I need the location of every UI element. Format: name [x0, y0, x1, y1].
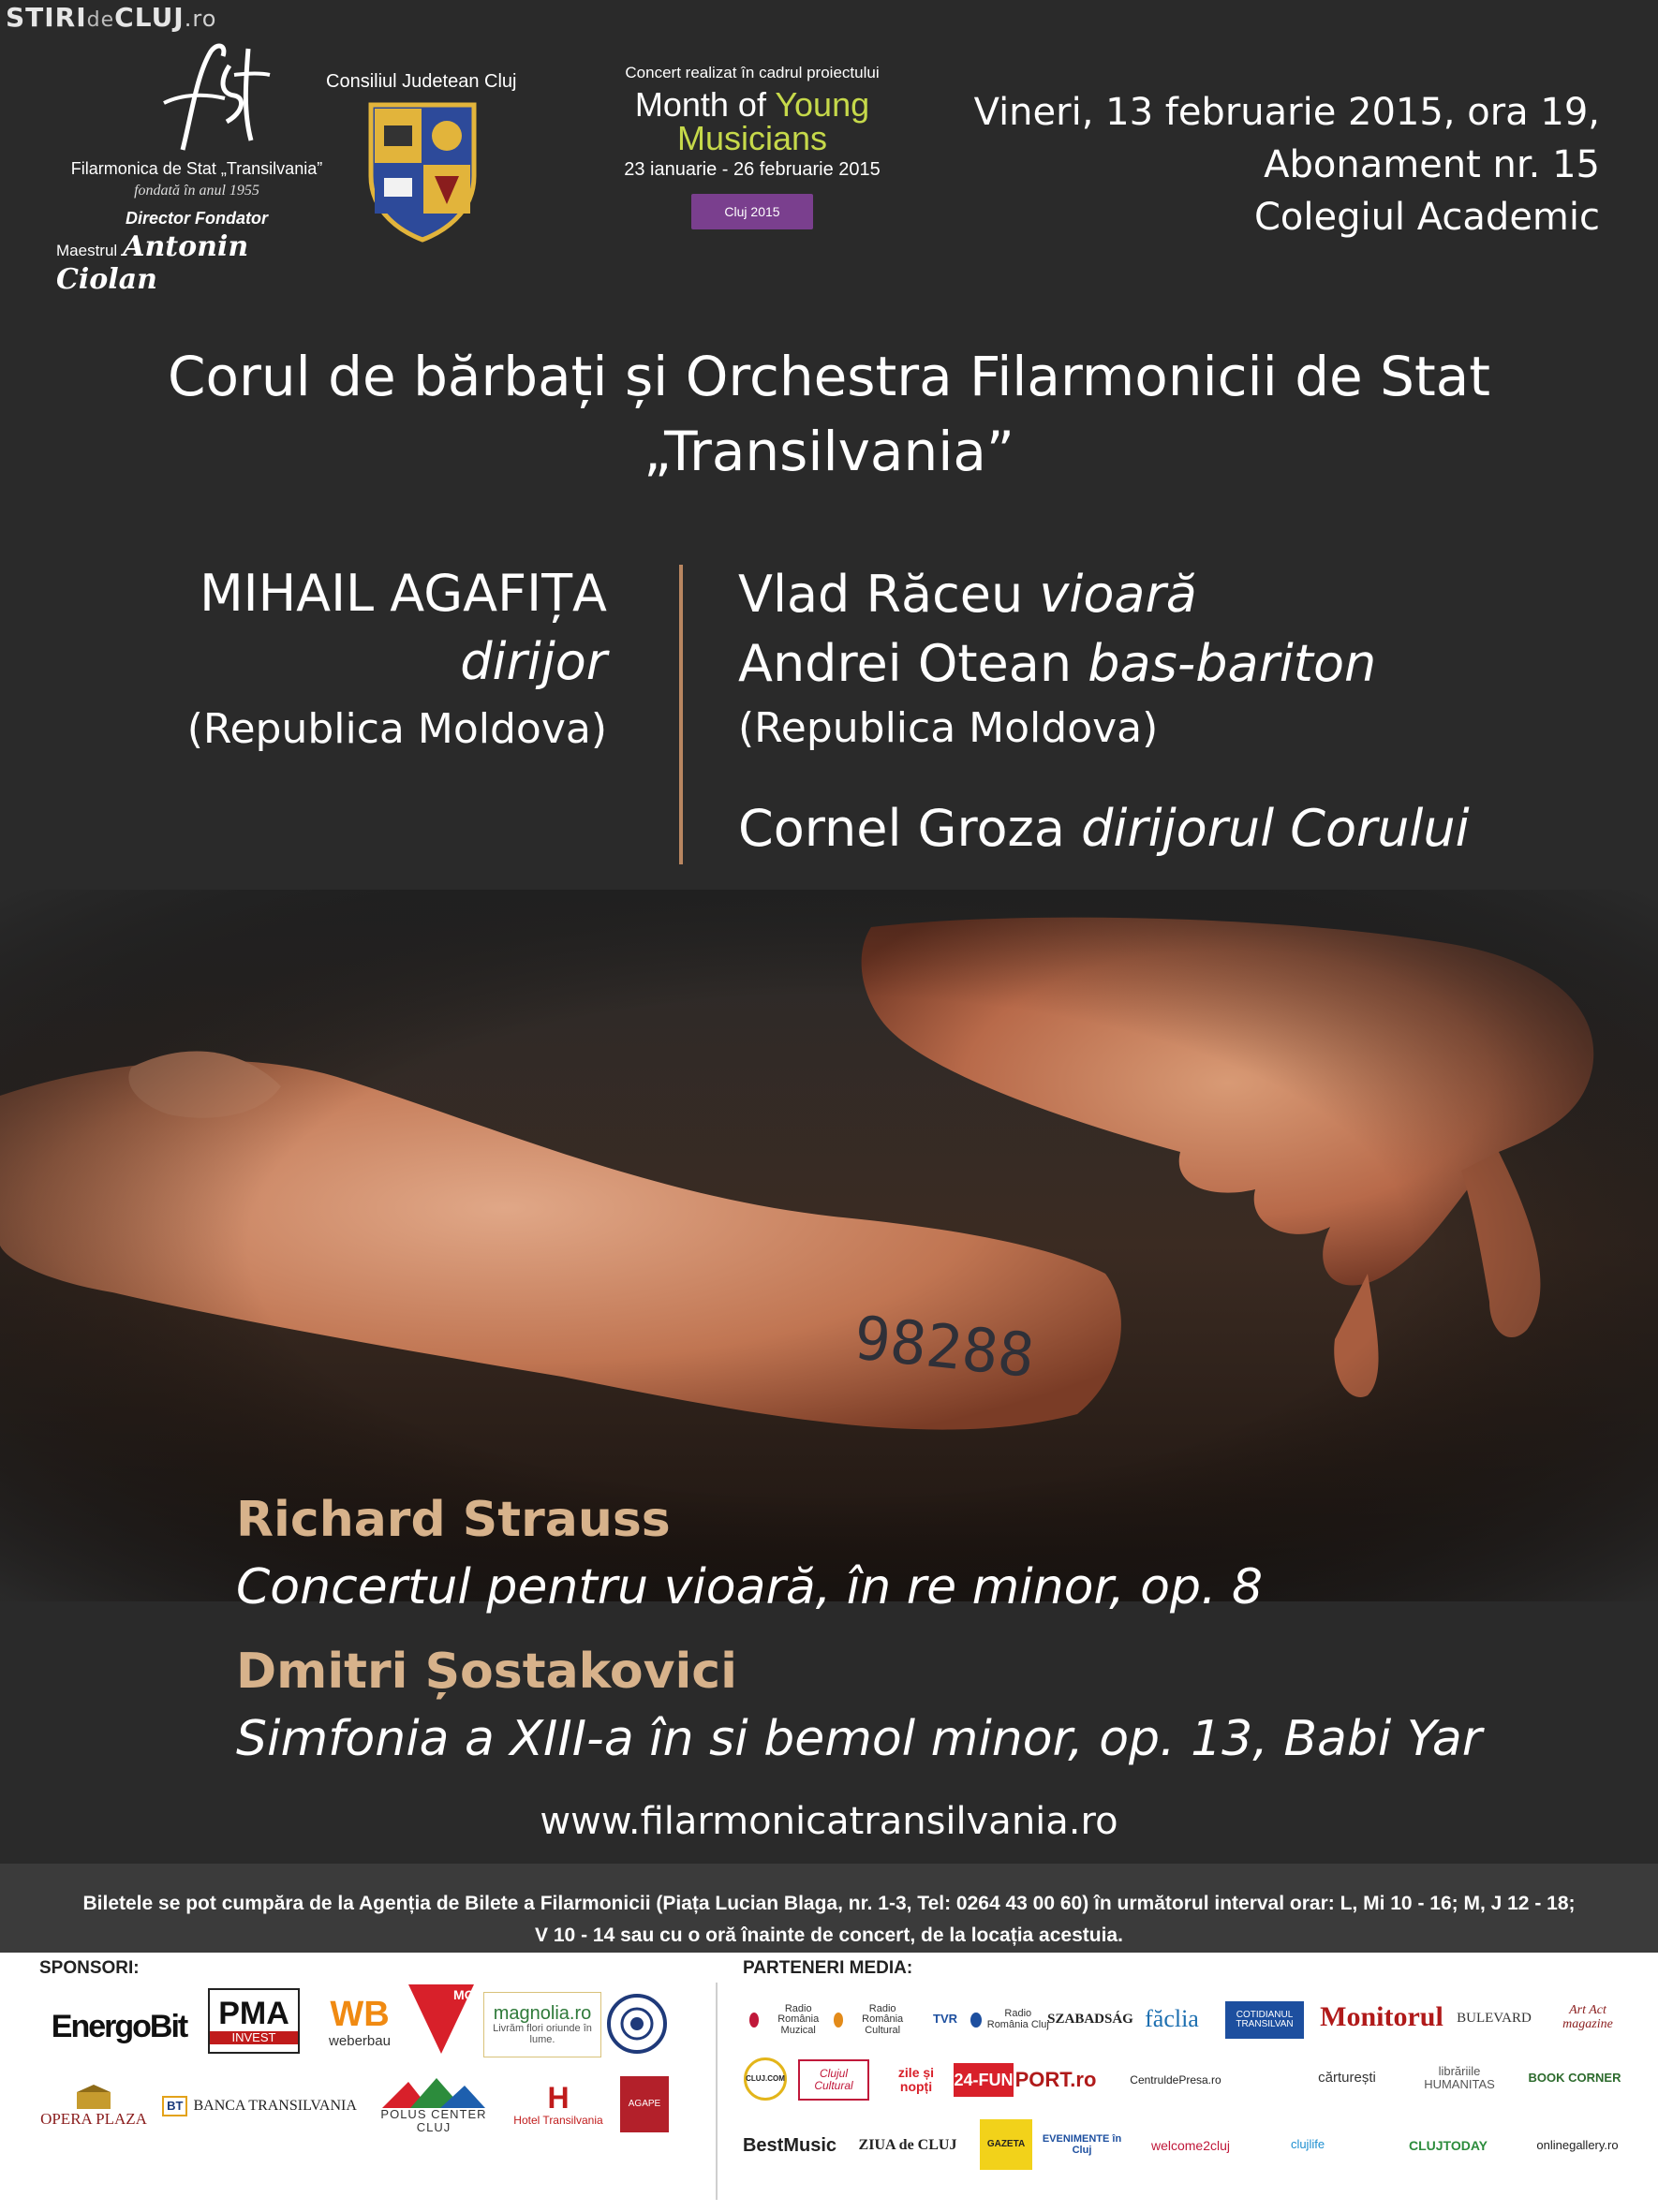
soloists-block [738, 560, 1470, 863]
media-faclia: făclia [1145, 2005, 1199, 2033]
fst-director-label: Director Fondator [125, 209, 268, 228]
sponsors-separator [716, 1983, 718, 2200]
event-venue: Colegiul Academic [1253, 196, 1600, 239]
media-humanitas: librăriile HUMANITAS [1424, 2064, 1495, 2091]
mym-dates: 23 ianuarie - 26 februarie 2015 [624, 159, 881, 180]
site-watermark: STIRIdeCLUJ.ro [6, 2, 217, 33]
composer-shostakovich: Dmitri Șostakovici [236, 1644, 737, 1700]
sponsor-weberbau: WB weberbau [329, 1995, 391, 2050]
program [236, 1487, 1482, 1774]
mym-pre: Concert realizat în cadrul proiectului [625, 64, 880, 81]
media-zile-nopti: zile și nopți [897, 2065, 935, 2094]
maestro-signature: Antonin Ciolan [56, 230, 249, 296]
sponsors-label: SPONSORI: [39, 1958, 140, 1978]
choir-conductor: Cornel Groza dirijorul Corului [738, 799, 1470, 858]
media-port: PORT.ro [1014, 2068, 1097, 2092]
media-monitorul: Monitorul [1320, 2001, 1443, 2033]
cjc-title: Consiliul Judetean Cluj [326, 71, 517, 92]
media-ziua-de-cluj: ZIUA de CLUJ [858, 2136, 957, 2153]
composer-strauss: Richard Strauss [236, 1492, 671, 1548]
media-partners-label: PARTENERI MEDIA: [743, 1958, 913, 1978]
media-onlinegallery: onlinegallery.ro [1536, 2138, 1619, 2153]
conductor-country: (Republica Moldova) [186, 705, 607, 753]
media-evenimente: EVENIMENTE în Cluj [1042, 2133, 1122, 2156]
fst-maestro: Maestrul Antonin Ciolan [56, 230, 249, 296]
sponsor-opera-plaza: OPERA PLAZA [34, 2072, 154, 2138]
fst-credits [56, 159, 337, 296]
column-divider [679, 565, 683, 864]
work-shostakovich: Simfonia a XIII-a în si bemol minor, op. 13, Babi Yar [236, 1711, 1483, 1767]
sponsors-area [0, 1953, 1658, 2212]
main-title: Corul de bărbați și Orchestra Filarmonicii de Stat „Transilvania” [168, 345, 1490, 483]
media-rr-cluj: Radio România Cluj [970, 2001, 1051, 2039]
soloist-violin: Vlad Răceu vioară [738, 565, 1197, 624]
seal-icon [618, 2005, 656, 2042]
soloist-bass-baritone: Andrei Otean bas-bariton [738, 634, 1377, 693]
sponsor-pma: PMA INVEST [208, 1988, 300, 2054]
fst-name: Filarmonica de Stat „Transilvania” [70, 159, 323, 178]
sponsor-energobit: EnergoBit [51, 2009, 187, 2045]
media-welcome2cluj: welcome2cluj [1150, 2137, 1231, 2153]
soloist-country: (Republica Moldova) [738, 704, 1159, 752]
media-art-act: Art Act magazine [1562, 2003, 1613, 2031]
sponsor-polus: POLUS CENTER CLUJ [371, 2072, 496, 2138]
event-subscription: Abonament nr. 15 [1264, 143, 1600, 186]
media-clujul-cultural: Clujul Cultural [798, 2059, 869, 2101]
sponsor-magnolia: magnolia.ro Livrăm flori oriunde în lume. [483, 1992, 601, 2057]
media-centrul-de-presa: CentruldePresa.ro [1130, 2072, 1221, 2087]
polus-mountains-icon [382, 2076, 485, 2108]
sponsor-banca-transilvania: BT BANCA TRANSILVANIA [157, 2086, 362, 2127]
media-book-corner: BOOK CORNER [1528, 2071, 1621, 2086]
website-link[interactable]: www.filarmonicatransilvania.ro [540, 1800, 1118, 1843]
event-info [974, 86, 1600, 243]
media-clujlife: clujlife [1290, 2137, 1325, 2152]
conductor-name: MIHAIL AGAFIȚA [200, 564, 607, 623]
sponsor-mol [408, 1984, 483, 2054]
media-szabadsag: SZABADSÁG [1047, 2012, 1133, 2028]
mym-title: Month of Young Musicians [634, 85, 870, 157]
county-crest-icon [367, 101, 478, 242]
media-bulevard: BULEVARD [1457, 2011, 1532, 2027]
media-rr-muzical: Radio România Muzical [749, 2001, 834, 2039]
ticket-info: Biletele se pot cumpăra de la Agenția de Bilete a Filarmonicii (Piața Lucian Blaga, nr. 1-3, Tel: 0264 43 00 60) în următorul interval orar: L, Mi 10 - 16; M, J 12 - 18; V 10 - 14 sau cu o oră înainte de concert, de la locația acestuia. [0, 1864, 1658, 1953]
media-tvr: TVR [933, 2012, 957, 2027]
media-cotidianul: COTIDIANUL TRANSILVAN [1225, 2001, 1304, 2039]
fst-logo-icon [141, 37, 272, 159]
media-bestmusic: BestMusic [742, 2134, 837, 2156]
media-clujcom: CLUJ.COM [744, 2057, 787, 2101]
conductor-block [187, 560, 607, 762]
sponsor-hotel-transilvania: H Hotel Transilvania [513, 2080, 603, 2127]
opera-building-icon [75, 2083, 112, 2111]
cluj-2015-badge: Cluj 2015 [691, 194, 813, 229]
event-date: Vineri, 13 februarie 2015, ora 19, [973, 91, 1600, 134]
sponsor-agape: AGAPE [620, 2076, 669, 2132]
media-clujtoday: CLUJTODAY [1408, 2137, 1488, 2153]
svg-text:MOL: MOL [453, 1987, 483, 2002]
mym-block [560, 64, 944, 229]
media-carturesti: cărturești [1318, 2070, 1376, 2087]
media-rr-cultural: Radio România Cultural [834, 2001, 918, 2039]
media-gazeta: GAZETA [980, 2119, 1032, 2170]
work-strauss: Concertul pentru vioară, în re minor, op. 8 [236, 1559, 1264, 1615]
fst-founded: fondată în anul 1955 [134, 183, 259, 199]
conductor-role: dirijor [460, 632, 607, 691]
sponsor-seal [607, 1994, 667, 2054]
mol-icon [408, 1984, 483, 2054]
media-24fun: 24-FUN [954, 2063, 1014, 2097]
